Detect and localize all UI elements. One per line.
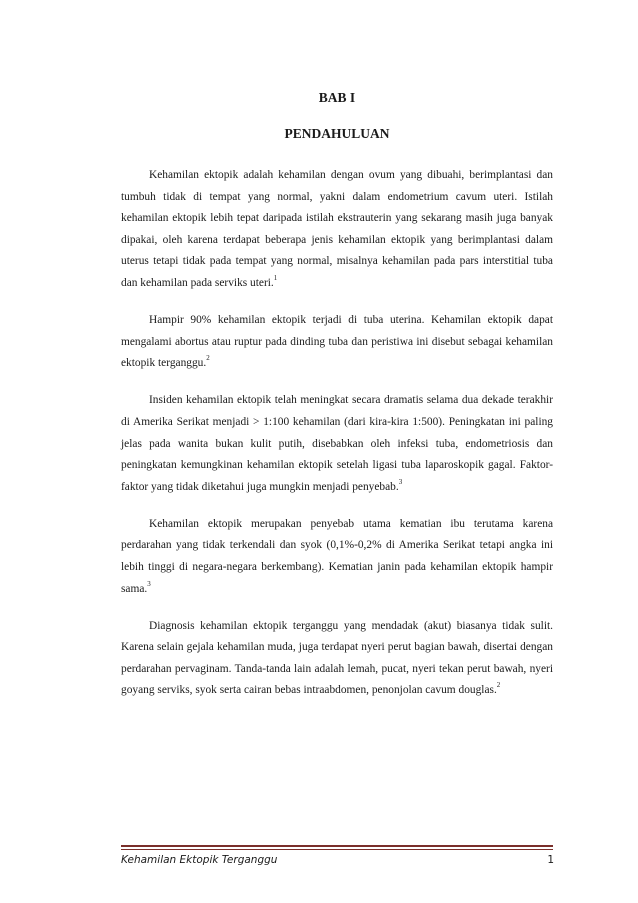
- paragraph-text: Diagnosis kehamilan ektopik terganggu yang mendadak (akut) biasanya tidak sulit. Karena selain gejala kehamilan muda, juga terdapat nyeri perut bagian bawah, disertai dengan perdarahan pervaginam. Tanda-tanda lain adalah lemah, pucat, nyeri tekan perut bawah, nyeri goyang serviks, syok serta cairan bebas intraabdomen, penonjolan cavum douglas.: [121, 619, 553, 697]
- citation-ref: 1: [273, 273, 278, 282]
- paragraph-text: Kehamilan ektopik adalah kehamilan dengan ovum yang dibuahi, berimplantasi dan tumbuh tidak di tempat yang normal, yakni dalam endometrium cavum uteri. Istilah kehamilan ektopik lebih tepat daripada istilah ekstrauterin yang sekarang masih juga banyak dipakai, oleh karena terdapat beberapa jenis kehamilan ektopik yang berimplantasi dalam uterus tetapi tidak pada tempat yang normal, misalnya kehamilan pada pars interstitial tuba dan kehamilan pada serviks uteri.: [121, 169, 553, 289]
- paragraph: [121, 165, 553, 295]
- body-text: [121, 165, 553, 718]
- chapter-heading: BAB I: [318, 90, 356, 105]
- page-number: 1: [547, 854, 554, 866]
- paragraph: [121, 310, 553, 375]
- citation-ref: 3: [147, 579, 151, 588]
- paragraph: [121, 616, 553, 702]
- citation-ref: 2: [496, 681, 501, 690]
- paragraph-text: Insiden kehamilan ektopik telah meningkat secara dramatis selama dua dekade terakhir di Amerika Serikat menjadi > 1:100 kehamilan (dari kira-kira 1:500). Peningkatan ini paling jelas pada wanita bukan kulit putih, disebabkan oleh infeksi tuba, endometriosis dan peningkatan kemungkinan kehamilan ektopik setelah ligasi tuba laparoskopik gagal. Faktor-faktor yang tidak diketahui juga mungkin menjadi penyebab.: [121, 394, 553, 493]
- footer-rule-thin: [121, 849, 553, 850]
- paragraph-text: Kehamilan ektopik merupakan penyebab utama kematian ibu terutama karena perdarahan yang tidak terkendali dan syok (0,1%-0,2% di Amerika Serikat tetapi angka ini lebih tinggi di negara-negara berkembang). Kematian janin pada kehamilan ektopik hampir sama.: [121, 517, 553, 595]
- citation-ref: 3: [398, 477, 403, 486]
- footer-rule: [121, 845, 553, 847]
- chapter-title: PENDAHULUAN: [284, 126, 390, 141]
- paragraph: [121, 390, 553, 498]
- citation-ref: 2: [206, 354, 210, 363]
- footer-running-title: Kehamilan Ektopik Terganggu: [121, 854, 278, 866]
- paragraph: [121, 514, 553, 600]
- paragraph-text: Hampir 90% kehamilan ektopik terjadi di tuba uterina. Kehamilan ektopik dapat mengalami abortus atau ruptur pada dinding tuba dan peristiwa ini disebut sebagai kehamilan ektopik terganggu.: [121, 314, 553, 370]
